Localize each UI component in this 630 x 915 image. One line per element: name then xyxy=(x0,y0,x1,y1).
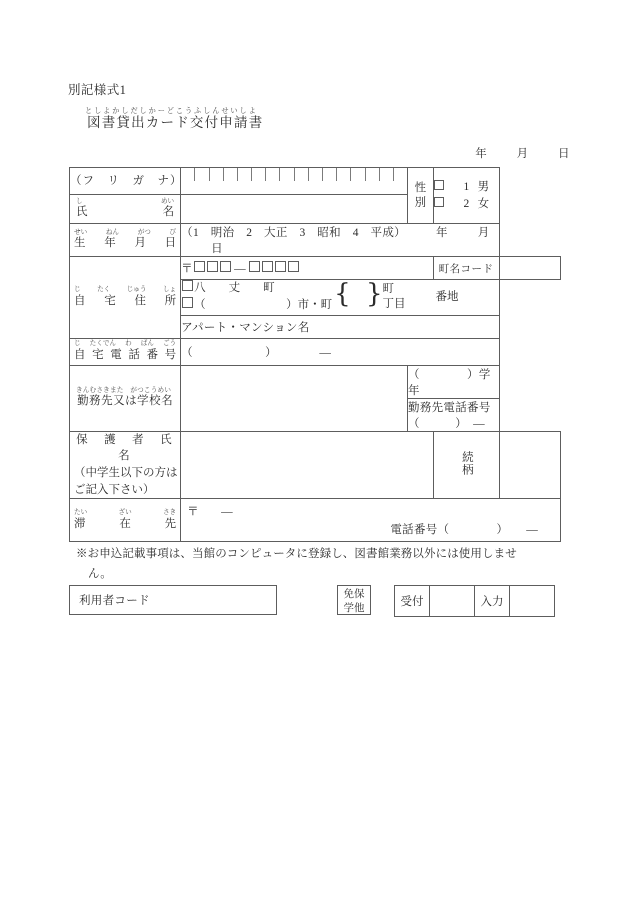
name-input-cell[interactable] xyxy=(181,195,408,224)
birth-ruby-1: ねん xyxy=(105,228,120,236)
postal-dash: — xyxy=(234,263,247,275)
gender-option-male[interactable] xyxy=(434,179,499,196)
home-phone-kanji-5: 号 xyxy=(164,348,177,361)
table-row-birthdate xyxy=(70,224,561,257)
work-school-input-cell[interactable] xyxy=(181,365,408,431)
name-kanji-row xyxy=(70,206,180,219)
exempt-line2: 学他 xyxy=(343,602,365,614)
table-row-home-phone xyxy=(70,338,561,365)
stay-value-cell[interactable] xyxy=(181,499,561,542)
home-phone-ruby-row xyxy=(70,341,180,349)
home-phone-kanji-2: 電 xyxy=(110,348,122,361)
birth-kanji-3: 日 xyxy=(164,237,177,250)
home-phone-kanji-0: 自 xyxy=(74,348,86,361)
gender-option2-number: 2 xyxy=(463,197,470,210)
work-school-ruby: きんむさきまた がつこうめい xyxy=(76,386,172,394)
address-choice2-label: （ ）市・町 xyxy=(194,299,333,312)
postal-box[interactable] xyxy=(288,261,299,272)
table-row-address xyxy=(70,257,561,280)
postal-box[interactable] xyxy=(207,261,218,272)
work-phone-label: 勤務先電話番号（ ） — xyxy=(408,401,491,430)
chome-line2: 丁目 xyxy=(382,298,406,311)
name-kanji-left: 氏 xyxy=(76,206,88,219)
checkbox-other-city-icon[interactable] xyxy=(182,297,193,308)
stay-ruby-1: ざい xyxy=(118,509,132,517)
home-phone-ruby-2: わ xyxy=(125,340,132,348)
home-phone-value-cell[interactable] xyxy=(181,338,499,365)
banchi-label: 番地 xyxy=(435,290,459,303)
exempt-line1: 免保 xyxy=(343,589,365,600)
relation-input-cell[interactable] xyxy=(499,431,560,499)
chome-line1: 町 xyxy=(382,282,395,295)
birth-ruby-3: び xyxy=(169,228,177,236)
home-phone-ruby-0: じ xyxy=(74,340,81,348)
work-school-label-cell xyxy=(70,365,181,431)
home-phone-ruby-3: ばん xyxy=(140,340,154,348)
stay-kanji-0: 滞 xyxy=(74,517,86,530)
town-code-label-cell xyxy=(433,257,499,280)
stay-phone-label: 電話番号（ ） — xyxy=(390,524,538,537)
date-day-label: 日 xyxy=(558,148,570,160)
name-kanji-right: 名 xyxy=(162,206,175,219)
input-value-cell[interactable] xyxy=(510,586,555,617)
address-ruby-row xyxy=(70,287,180,295)
stay-ruby-row xyxy=(70,510,180,518)
address-kanji-2: 住 xyxy=(134,294,146,307)
form-number: 別記様式1 xyxy=(68,83,127,97)
gender-options-cell xyxy=(433,168,499,224)
page-title: 図書貸出カード交付申請書 xyxy=(87,115,264,131)
reception-label-cell xyxy=(395,586,430,617)
home-phone-kanji-3: 話 xyxy=(128,348,140,361)
user-code-label: 利用者コード xyxy=(79,595,150,607)
table-row-work-school xyxy=(70,365,561,398)
gender-option1-number: 1 xyxy=(463,180,470,193)
guardian-label-line3: ご記入下さい） xyxy=(74,483,155,496)
brace-right: } xyxy=(365,278,383,309)
relation-label-cell xyxy=(433,431,499,499)
home-phone-ruby-4: ごう xyxy=(162,340,177,348)
furigana-label: （フ リ ガ ナ） xyxy=(70,174,183,187)
guardian-label-line1: 保 護 者 氏 名 xyxy=(76,433,189,463)
checkbox-hachijo-icon[interactable] xyxy=(182,280,193,291)
home-phone-ruby-1: たくでん xyxy=(89,340,117,348)
stay-kanji-row xyxy=(70,518,180,531)
form-title-block xyxy=(83,108,263,132)
gender-option2-label: 女 xyxy=(477,197,490,210)
chome-label xyxy=(383,282,406,313)
home-phone-kanji-row xyxy=(70,349,180,362)
stay-postal-line[interactable] xyxy=(181,499,560,519)
furigana-comb-ticks xyxy=(181,168,407,194)
birth-era-options: （1 明治 2 大正 3 昭和 4 平成） xyxy=(181,227,406,239)
table-row-furigana xyxy=(70,168,561,195)
home-phone-value: （ ） — xyxy=(181,346,332,359)
checkbox-female-icon[interactable] xyxy=(434,197,444,207)
relation-label: 続柄 xyxy=(460,450,473,476)
birth-year-label: 年 xyxy=(435,227,448,239)
checkbox-male-icon[interactable] xyxy=(434,180,444,190)
stay-postal-dash: — xyxy=(221,506,234,519)
stay-kanji-1: 在 xyxy=(119,517,131,530)
postal-box[interactable] xyxy=(275,261,286,272)
postal-box[interactable] xyxy=(262,261,273,272)
postal-code-cell[interactable] xyxy=(181,257,433,280)
town-code-label: 町名コード xyxy=(438,263,494,275)
name-ruby-right: めい xyxy=(160,197,175,205)
birthdate-kanji-row xyxy=(70,237,180,250)
address-ruby-0: じ xyxy=(74,286,81,294)
stay-phone-line[interactable] xyxy=(181,519,560,541)
address-kanji-row xyxy=(70,295,180,308)
birth-kanji-0: 生 xyxy=(74,237,86,250)
office-use-table xyxy=(394,585,555,617)
work-school-kanji: 勤務先又は学校名 xyxy=(77,395,174,408)
guardian-label-line1-wrap xyxy=(70,432,189,465)
postal-box[interactable] xyxy=(249,261,260,272)
birth-ruby-2: がつ xyxy=(137,228,151,236)
address-choice-option-other[interactable] xyxy=(181,297,332,314)
birth-kanji-1: 年 xyxy=(104,237,116,250)
furigana-input-cell[interactable] xyxy=(181,168,408,195)
reception-input-cell[interactable] xyxy=(430,586,475,617)
date-year-label: 年 xyxy=(475,148,488,160)
birthdate-label-cell xyxy=(70,224,181,257)
birthdate-value-cell[interactable] xyxy=(181,224,499,257)
gender-option-female[interactable] xyxy=(434,196,499,213)
table-row-stay xyxy=(70,499,561,542)
input-label-cell xyxy=(475,586,510,617)
exempt-box[interactable] xyxy=(337,585,371,615)
form-title-ruby: としよかしだしかーどこうふしんせいしよ xyxy=(85,107,258,115)
postal-mark-icon: 〒 xyxy=(181,263,194,275)
address-choice1-label: 八 丈 町 xyxy=(194,282,275,294)
postal-box[interactable] xyxy=(220,261,231,272)
address-ruby-3: しょ xyxy=(162,286,177,294)
guardian-label-line2: （中学生以下の方は xyxy=(74,466,178,479)
work-phone-cell[interactable] xyxy=(408,398,500,431)
address-ruby-1: たく xyxy=(97,286,111,294)
table-row-office-use xyxy=(395,586,555,617)
user-code-box[interactable] xyxy=(69,585,277,615)
brace-left: { xyxy=(334,278,351,309)
birthdate-ruby-row xyxy=(70,230,180,238)
stay-ruby-2: さき xyxy=(162,509,177,517)
birth-day-label: 日 xyxy=(211,243,223,255)
privacy-note xyxy=(76,545,566,584)
address-choice-option-hachijo[interactable] xyxy=(181,280,332,297)
birth-kanji-2: 月 xyxy=(134,237,146,250)
guardian-label-cell xyxy=(70,431,189,499)
table-row-guardian xyxy=(70,431,561,499)
stay-ruby-0: たい xyxy=(74,509,88,517)
building-name-cell[interactable] xyxy=(181,315,499,338)
postal-box[interactable] xyxy=(194,261,205,272)
home-phone-kanji-4: 番 xyxy=(146,348,158,361)
reception-label: 受付 xyxy=(400,596,424,608)
grade-cell[interactable] xyxy=(408,365,500,398)
furigana-label-cell xyxy=(70,168,181,195)
home-phone-kanji-1: 宅 xyxy=(92,348,104,361)
building-name-label: アパート・マンション名 xyxy=(181,321,310,334)
application-date-line xyxy=(475,145,570,161)
name-label-cell xyxy=(70,195,181,224)
stay-postal-mark-icon: 〒 xyxy=(187,506,200,519)
name-ruby-left: し xyxy=(76,197,83,205)
address-kanji-0: 自 xyxy=(74,294,86,307)
address-kanji-1: 宅 xyxy=(104,294,116,307)
town-code-input-cell[interactable] xyxy=(499,257,560,280)
address-label-cell xyxy=(70,257,181,339)
address-ruby-2: じゅう xyxy=(126,286,147,294)
stay-kanji-2: 先 xyxy=(164,517,177,530)
application-form-table xyxy=(69,167,561,542)
guardian-name-input-cell[interactable] xyxy=(181,431,433,499)
gender-option1-label: 男 xyxy=(477,180,490,193)
date-month-label: 月 xyxy=(516,148,529,160)
address-kanji-3: 所 xyxy=(164,294,177,307)
stay-label-cell xyxy=(70,499,181,542)
grade-label: （ ）学年 xyxy=(408,368,491,397)
birth-ruby-0: せい xyxy=(74,228,88,236)
privacy-note-line1: ※お申込記載事項は、当館のコンピュータに登録し、図書館業務以外には使用しませ xyxy=(76,548,517,560)
gender-label-cell xyxy=(408,168,434,224)
input-label: 入力 xyxy=(480,596,504,608)
gender-label-line1: 性 xyxy=(414,181,427,194)
birth-month-label: 月 xyxy=(477,227,490,239)
address-choice-cell[interactable] xyxy=(181,280,499,316)
privacy-note-line2: ん。 xyxy=(88,567,112,580)
gender-label-line2: 別 xyxy=(414,196,427,209)
home-phone-label-cell xyxy=(70,338,181,365)
